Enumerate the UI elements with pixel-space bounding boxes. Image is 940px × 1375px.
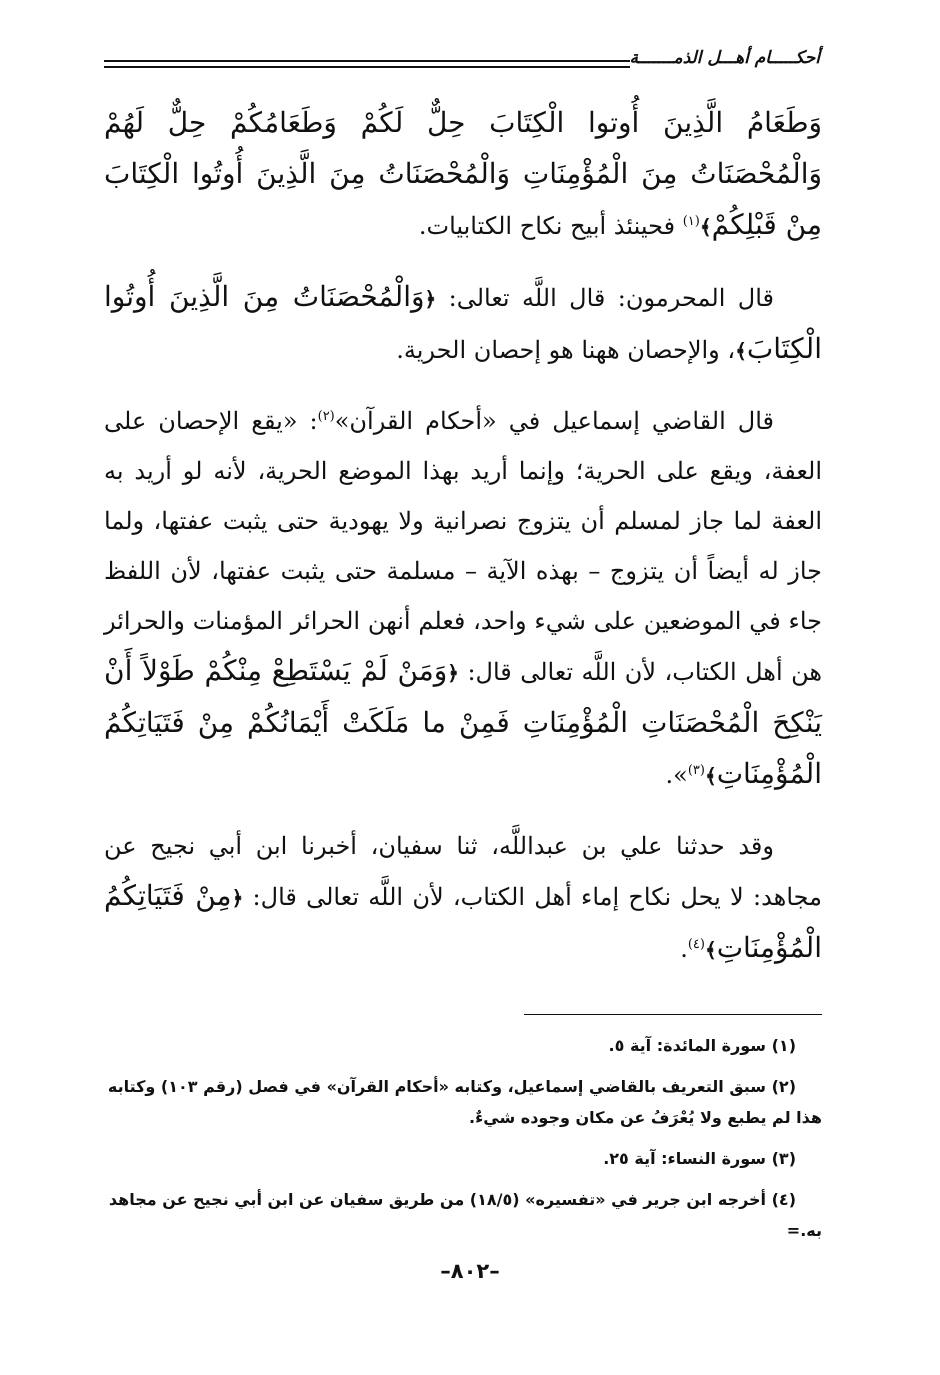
paragraph-4 — [104, 821, 822, 975]
quran-verse: وَالْمُحْصَنَاتُ مِنَ الَّذِينَ أُوتُوا الْكِتَابَ — [104, 280, 822, 365]
quran-verse: وَمَنْ لَمْ يَسْتَطِعْ مِنْكُمْ طَوْلاً أَنْ يَنْكِحَ الْمُحْصَنَاتِ الْمُؤْمِنَاتِ فَمِنْ ما مَلَكَتْ أَيْمَانُكُمْ مِنْ فَتَيَاتِكُمُ الْمُؤْمِنَاتِ — [104, 654, 822, 790]
sentence-end: . — [680, 935, 688, 963]
footnote-ref-1: (١) — [682, 214, 700, 229]
footnote-ref-2: (٢) — [317, 409, 335, 424]
footnote-3: (٣) سورة النساء: آية ٢٥. — [603, 1149, 796, 1168]
main-text — [104, 98, 822, 995]
header-rule-bottom — [104, 66, 630, 68]
footnote-4: (٤) أخرجه ابن جرير في «تفسيره» (١٨/٥) من طريق سفيان عن ابن أبي نجيح عن مجاهد به.= — [108, 1190, 822, 1240]
verse-close-bracket: ﴾ — [735, 339, 747, 363]
verse-close-bracket: ﴾ — [699, 215, 712, 239]
paragraph-text: ، والإحصان ههنا هو إحصان الحرية. — [396, 336, 736, 364]
footnote-ref-4: (٤) — [687, 937, 705, 952]
running-header — [104, 42, 820, 82]
footnote-ref-3: (٣) — [687, 763, 705, 778]
verse-open-bracket: ﴿ — [231, 886, 244, 910]
quran-verse: مِنْ فَتَيَاتِكُمُ الْمُؤْمِنَاتِ — [104, 879, 822, 964]
paragraph-text: : «يقع الإحصان على العفة، ويقع على الحرية؛ وإنما أريد بهذا الموضع الحرية، لأنه لو أريد به العفة لما جاز لمسلم أن يتزوج نصرانية ولا يهودية حتى يثبت عفتها، ولما جاز له أيضاً أن يتزوج – بهذه الآية – مسلمة حتى يثبت عفتها، لأن اللفظ جاء في الموضعين على شيء واحد، فعلم أنهن الحرائر المؤمنات والحرائر هن أهل الكتاب، لأن اللَّه تعالى قال: — [104, 407, 822, 686]
footnotes — [100, 1030, 822, 1256]
verse-close-bracket: ﴾ — [704, 764, 717, 788]
paragraph-2 — [104, 272, 822, 376]
quote-end: ». — [665, 761, 688, 789]
footnote-separator — [524, 1014, 822, 1015]
running-title: أحكـــــام أهـــل الذمـــــــة — [629, 48, 820, 68]
verse-close-bracket: ﴾ — [704, 938, 717, 962]
footnote-2: (٢) سبق التعريف بالقاضي إسماعيل، وكتابه «أحكام القرآن» في فصل (رقم ١٠٣) وكتابه هذا لم يطبع ولا يُعْرَفُ عن مكان وجوده شيءٌ. — [107, 1077, 822, 1127]
paragraph-3 — [104, 396, 822, 801]
footnote-1: (١) سورة المائدة: آية ٥. — [608, 1036, 796, 1055]
paragraph-text: فحينئذ أبيح نكاح الكتابيات. — [418, 212, 683, 240]
header-rule-top — [104, 60, 630, 62]
paragraph-lead: قال المحرمون: قال اللَّه تعالى: — [436, 284, 774, 312]
paragraph-1 — [104, 98, 822, 252]
page-number: –٨٠٢– — [440, 1259, 500, 1283]
quran-verse: وَطَعَامُ الَّذِينَ أُوتوا الْكِتَابَ حِلٌّ لَكُمْ وَطَعَامُكُمْ حِلٌّ لَهُمْ وَالْمُحْصَنَاتُ مِنَ الْمُؤْمِنَاتِ وَالْمُحْصَنَاتُ مِنَ الَّذِينَ أُوتُوا الْكِتَابَ مِنْ قَبْلِكُمْ — [104, 106, 822, 241]
verse-open-bracket: ﴿ — [424, 287, 437, 311]
verse-open-bracket: ﴿ — [447, 661, 460, 685]
paragraph-lead: قال القاضي إسماعيل في «أحكام القرآن» — [334, 407, 774, 435]
paragraph-text: وقد حدثنا علي بن عبداللَّه، ثنا سفيان، أخبرنا ابن أبي نجيح عن مجاهد: لا يحل نكاح إماء أهل الكتاب، لأن اللَّه تعالى قال: — [104, 832, 822, 911]
